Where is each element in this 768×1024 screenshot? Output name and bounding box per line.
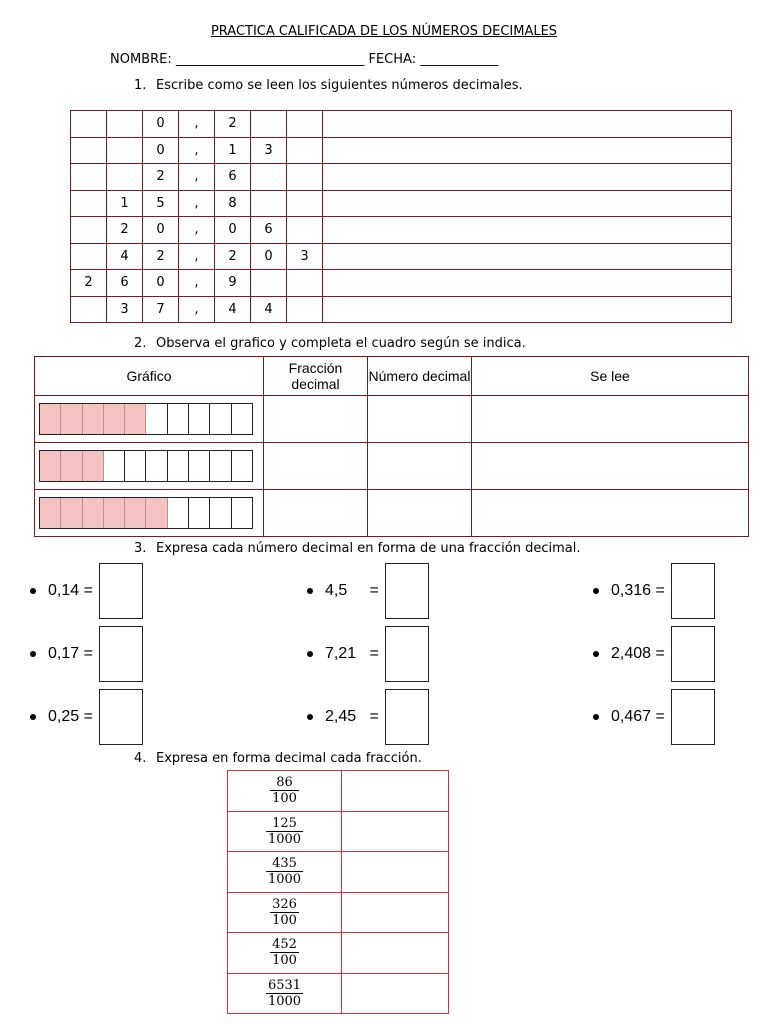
table-row: [228, 933, 449, 974]
question-3-number: 3.: [134, 541, 147, 556]
digit-cell: [287, 217, 323, 244]
answer-cell[interactable]: [342, 973, 449, 1014]
digit-cell: 2: [215, 111, 251, 138]
table-row: [71, 111, 732, 138]
digit-cell: [107, 164, 143, 191]
exercise-item: [30, 626, 143, 682]
shaded-segment: [40, 451, 61, 481]
table-row: [228, 892, 449, 933]
fraction-answer-cell[interactable]: [264, 443, 368, 490]
digit-cell: ,: [179, 190, 215, 217]
digit-cell: 7: [143, 296, 179, 323]
graphic-cell: [35, 443, 264, 490]
decimal-answer-cell[interactable]: [368, 396, 472, 443]
numerator: 125: [266, 816, 303, 832]
digit-cell: 0: [215, 217, 251, 244]
fraction: [266, 816, 303, 847]
digit-cell: 3: [287, 243, 323, 270]
graphic-cell: [35, 490, 264, 537]
fraction: [266, 856, 303, 887]
digit-cell: 0: [143, 217, 179, 244]
header-se-lee: Se lee: [472, 357, 749, 396]
answer-cell[interactable]: [323, 270, 732, 297]
bullet-icon: [307, 588, 313, 594]
table-row: [228, 852, 449, 893]
question-1-text: Escribe como se leen los siguientes números decimales.: [156, 78, 523, 93]
decimal-label: 0,25 =: [48, 708, 93, 725]
table-row: [71, 296, 732, 323]
bullet-icon: [593, 714, 599, 720]
answer-cell[interactable]: [323, 164, 732, 191]
question-3-text: Expresa cada número decimal en forma de una fracción decimal.: [156, 541, 581, 556]
page-title: PRACTICA CALIFICADA DE LOS NÚMEROS DECIMALES: [210, 24, 558, 39]
fraction-cell: [228, 811, 342, 852]
answer-cell[interactable]: [342, 892, 449, 933]
digit-cell: ,: [179, 137, 215, 164]
shaded-segment: [104, 498, 125, 528]
digit-cell: ,: [179, 296, 215, 323]
table-row: [228, 811, 449, 852]
fraction-answer-cell[interactable]: [264, 396, 368, 443]
digit-cell: 3: [107, 296, 143, 323]
table-row: [35, 490, 749, 537]
digit-cell: [287, 137, 323, 164]
exercise-item: [593, 689, 715, 745]
question-1: [134, 78, 523, 93]
numerator: 452: [272, 937, 297, 953]
answer-cell[interactable]: [323, 111, 732, 138]
digit-cell: [107, 111, 143, 138]
empty-segment: [125, 451, 146, 481]
digit-cell: 0: [143, 111, 179, 138]
digit-cell: 4: [251, 296, 287, 323]
digit-cell: 4: [107, 243, 143, 270]
question-1-number: 1.: [134, 78, 147, 93]
answer-box[interactable]: [99, 689, 143, 745]
answer-box[interactable]: [385, 563, 429, 619]
shaded-segment: [61, 498, 82, 528]
digit-cell: [251, 111, 287, 138]
shaded-segment: [61, 404, 82, 434]
answer-cell[interactable]: [323, 243, 732, 270]
digit-cell: ,: [179, 111, 215, 138]
digit-cell: 0: [251, 243, 287, 270]
digit-cell: 2: [215, 243, 251, 270]
fraction-bar: [39, 497, 253, 529]
answer-cell[interactable]: [323, 137, 732, 164]
graphic-cell: [35, 396, 264, 443]
fraction: [266, 978, 303, 1009]
decimal-reading-table: [70, 110, 732, 323]
digit-cell: ,: [179, 270, 215, 297]
digit-cell: 2: [107, 217, 143, 244]
exercise-item: [30, 689, 143, 745]
fraction: [270, 937, 299, 968]
decimal-label: 0,14 =: [48, 582, 93, 599]
header-grafico: Gráfico: [35, 357, 264, 396]
shaded-segment: [83, 451, 104, 481]
fraction: [270, 775, 299, 806]
answer-cell[interactable]: [323, 217, 732, 244]
empty-segment: [210, 498, 231, 528]
fraction-bar: [39, 403, 253, 435]
decimal-label: 0,17 =: [48, 645, 93, 662]
answer-cell[interactable]: [342, 852, 449, 893]
empty-segment: [210, 404, 231, 434]
answer-cell[interactable]: [323, 190, 732, 217]
shaded-segment: [125, 404, 146, 434]
shaded-segment: [40, 498, 61, 528]
name-date-line[interactable]: NOMBRE: _____________________________ FECHA: ____________: [110, 52, 499, 67]
fraction-cell: [228, 892, 342, 933]
answer-box[interactable]: [671, 626, 715, 682]
fraction-to-decimal-table: [227, 770, 449, 1014]
digit-cell: [251, 164, 287, 191]
denominator: 100: [272, 953, 297, 969]
table-row: [71, 243, 732, 270]
bullet-icon: [593, 588, 599, 594]
fraction-cell: [228, 771, 342, 812]
digit-cell: [71, 164, 107, 191]
question-2: [134, 336, 526, 351]
digit-cell: 6: [251, 217, 287, 244]
question-3: [134, 541, 580, 556]
numerator: 326: [272, 896, 297, 912]
digit-cell: ,: [179, 164, 215, 191]
empty-segment: [168, 451, 189, 481]
bullet-icon: [307, 651, 313, 657]
question-4: [134, 751, 422, 766]
bullet-icon: [307, 714, 313, 720]
answer-box[interactable]: [385, 626, 429, 682]
table-row: [71, 270, 732, 297]
table-row: [228, 973, 449, 1014]
shaded-segment: [40, 404, 61, 434]
question-4-number: 4.: [134, 751, 147, 766]
shaded-segment: [83, 404, 104, 434]
question-4-text: Expresa en forma decimal cada fracción.: [156, 751, 422, 766]
decimal-label: 2,408 =: [611, 645, 665, 662]
digit-cell: 2: [71, 270, 107, 297]
empty-segment: [189, 498, 210, 528]
exercise-item: [593, 563, 715, 619]
question-2-number: 2.: [134, 336, 147, 351]
digit-cell: 1: [107, 190, 143, 217]
reading-answer-cell[interactable]: [472, 443, 749, 490]
answer-cell[interactable]: [342, 771, 449, 812]
question-2-text: Observa el grafico y completa el cuadro según se indica.: [156, 336, 526, 351]
exercise-item: [307, 689, 429, 745]
numerator: 6531: [267, 977, 302, 993]
numerator: 435: [266, 856, 303, 872]
exercise-item: [593, 626, 715, 682]
denominator: 100: [272, 912, 297, 928]
decimal-answer-cell[interactable]: [368, 490, 472, 537]
digit-cell: [71, 243, 107, 270]
table-row: [35, 443, 749, 490]
digit-cell: [287, 296, 323, 323]
digit-cell: ,: [179, 243, 215, 270]
exercise-item: [307, 626, 429, 682]
decimal-answer-cell[interactable]: [368, 443, 472, 490]
numerator: 86: [270, 775, 299, 791]
digit-cell: [71, 190, 107, 217]
decimal-label: 2,45 =: [325, 708, 379, 725]
header-numero-decimal: Número decimal: [368, 357, 472, 396]
decimal-label: 0,316 =: [611, 582, 665, 599]
digit-cell: 9: [215, 270, 251, 297]
decimal-label: 0,467 =: [611, 708, 665, 725]
answer-box[interactable]: [671, 563, 715, 619]
reading-answer-cell[interactable]: [472, 490, 749, 537]
answer-box[interactable]: [671, 689, 715, 745]
table-row: [71, 164, 732, 191]
empty-segment: [168, 498, 189, 528]
decimal-label: 4,5 =: [325, 582, 379, 599]
fraction-cell: [228, 973, 342, 1014]
digit-cell: 4: [215, 296, 251, 323]
empty-segment: [104, 451, 125, 481]
fraction-cell: [228, 933, 342, 974]
digit-cell: [71, 111, 107, 138]
digit-cell: 2: [143, 243, 179, 270]
empty-segment: [168, 404, 189, 434]
denominator: 1000: [267, 993, 302, 1009]
shaded-segment: [125, 498, 146, 528]
digit-cell: 6: [215, 164, 251, 191]
digit-cell: [251, 270, 287, 297]
bullet-icon: [593, 651, 599, 657]
empty-segment: [210, 451, 231, 481]
denominator: 1000: [267, 872, 302, 888]
digit-cell: 2: [143, 164, 179, 191]
table-row: [71, 190, 732, 217]
empty-segment: [146, 404, 167, 434]
fraction: [270, 897, 299, 928]
exercise-item: [30, 563, 143, 619]
digit-cell: 0: [143, 137, 179, 164]
digit-cell: 1: [215, 137, 251, 164]
table-row: [228, 771, 449, 812]
table-row: [71, 217, 732, 244]
digit-cell: ,: [179, 217, 215, 244]
digit-cell: 5: [143, 190, 179, 217]
denominator: 100: [272, 791, 297, 807]
fraction-answer-cell[interactable]: [264, 490, 368, 537]
fraction-bar: [39, 450, 253, 482]
answer-cell[interactable]: [323, 296, 732, 323]
exercise-item: [307, 563, 429, 619]
digit-cell: 6: [107, 270, 143, 297]
digit-cell: 3: [251, 137, 287, 164]
answer-cell[interactable]: [342, 933, 449, 974]
shaded-segment: [104, 404, 125, 434]
denominator: 1000: [267, 831, 302, 847]
answer-cell[interactable]: [342, 811, 449, 852]
answer-box[interactable]: [99, 563, 143, 619]
answer-box[interactable]: [99, 626, 143, 682]
empty-segment: [146, 451, 167, 481]
digit-cell: [71, 137, 107, 164]
digit-cell: [251, 190, 287, 217]
digit-cell: [287, 164, 323, 191]
empty-segment: [189, 404, 210, 434]
digit-cell: [71, 296, 107, 323]
shaded-segment: [146, 498, 167, 528]
digit-cell: 0: [143, 270, 179, 297]
digit-cell: [287, 190, 323, 217]
digit-cell: [287, 270, 323, 297]
table-row: [35, 396, 749, 443]
digit-cell: 8: [215, 190, 251, 217]
bullet-icon: [30, 651, 36, 657]
answer-box[interactable]: [385, 689, 429, 745]
reading-answer-cell[interactable]: [472, 396, 749, 443]
digit-cell: [71, 217, 107, 244]
table-row: [71, 137, 732, 164]
shaded-segment: [61, 451, 82, 481]
bullet-icon: [30, 588, 36, 594]
digit-cell: [287, 111, 323, 138]
shaded-segment: [83, 498, 104, 528]
bullet-icon: [30, 714, 36, 720]
fraction-cell: [228, 852, 342, 893]
decimal-label: 7,21 =: [325, 645, 379, 662]
graphic-fraction-table: [34, 356, 749, 537]
empty-segment: [232, 498, 252, 528]
digit-cell: [107, 137, 143, 164]
empty-segment: [232, 451, 252, 481]
empty-segment: [189, 451, 210, 481]
empty-segment: [232, 404, 252, 434]
header-fraccion-decimal: Fracción decimal: [264, 357, 368, 396]
